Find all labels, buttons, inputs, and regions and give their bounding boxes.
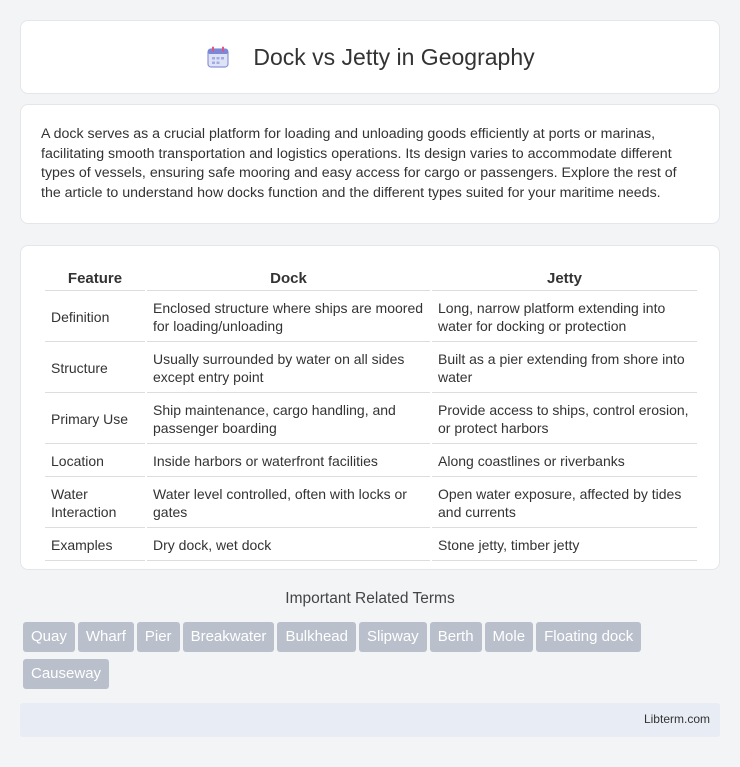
row-feature: Examples — [45, 530, 145, 561]
row-dock: Usually surrounded by water on all sides except entry point — [147, 344, 430, 393]
tag-floating-dock[interactable]: Floating dock — [536, 622, 641, 652]
footer-link[interactable]: Libterm.com — [643, 712, 710, 726]
row-dock: Dry dock, wet dock — [147, 530, 430, 561]
tag-slipway[interactable]: Slipway — [359, 622, 427, 652]
tag-pier[interactable]: Pier — [137, 622, 180, 652]
tag-wharf[interactable]: Wharf — [78, 622, 134, 652]
row-feature: Definition — [45, 293, 145, 342]
table-row — [45, 293, 697, 342]
row-feature: Structure — [45, 344, 145, 393]
header-dock: Dock — [147, 268, 430, 291]
header-feature: Feature — [45, 268, 145, 291]
intro-text: A dock serves as a crucial platform for loading and unloading goods efficiently at ports or marinas, facilitating smooth transportation and logistics operations. Its design varies to accommodate different types of vessels, ensuring safe mooring and easy access for cargo or passengers. Explore the rest of the article to understand how docks function and the different types suited for your maritime needs. — [41, 126, 677, 201]
related-terms-title: Important Related Terms — [285, 590, 455, 607]
related-terms-list — [23, 622, 723, 696]
table-row — [45, 446, 697, 477]
tag-causeway[interactable]: Causeway — [23, 659, 109, 689]
row-feature: Water Interaction — [45, 479, 145, 528]
title-card — [20, 20, 720, 94]
row-dock: Water level controlled, often with locks or gates — [147, 479, 430, 528]
tag-quay[interactable]: Quay — [23, 622, 75, 652]
comparison-card — [20, 245, 720, 570]
row-feature: Primary Use — [45, 395, 145, 444]
row-feature: Location — [45, 446, 145, 477]
row-jetty: Along coastlines or riverbanks — [432, 446, 697, 477]
row-jetty: Open water exposure, affected by tides and currents — [432, 479, 697, 528]
table-header-row — [45, 268, 697, 291]
table-row — [45, 344, 697, 393]
header-jetty: Jetty — [432, 268, 697, 291]
tag-breakwater[interactable]: Breakwater — [183, 622, 275, 652]
calendar-icon — [205, 44, 231, 70]
row-jetty: Stone jetty, timber jetty — [432, 530, 697, 561]
tag-bulkhead[interactable]: Bulkhead — [277, 622, 356, 652]
footer — [20, 703, 720, 737]
row-dock: Inside harbors or waterfront facilities — [147, 446, 430, 477]
row-dock: Ship maintenance, cargo handling, and passenger boarding — [147, 395, 430, 444]
page-title: Dock vs Jetty in Geography — [253, 43, 535, 70]
table-row — [45, 479, 697, 528]
row-jetty: Provide access to ships, control erosion, or protect harbors — [432, 395, 697, 444]
tag-mole[interactable]: Mole — [485, 622, 534, 652]
tag-berth[interactable]: Berth — [430, 622, 482, 652]
row-jetty: Built as a pier extending from shore into water — [432, 344, 697, 393]
table-row — [45, 530, 697, 561]
row-jetty: Long, narrow platform extending into water for docking or protection — [432, 293, 697, 342]
row-dock: Enclosed structure where ships are moored for loading/unloading — [147, 293, 430, 342]
table-row — [45, 395, 697, 444]
comparison-table — [43, 266, 699, 563]
intro-card — [20, 104, 720, 224]
